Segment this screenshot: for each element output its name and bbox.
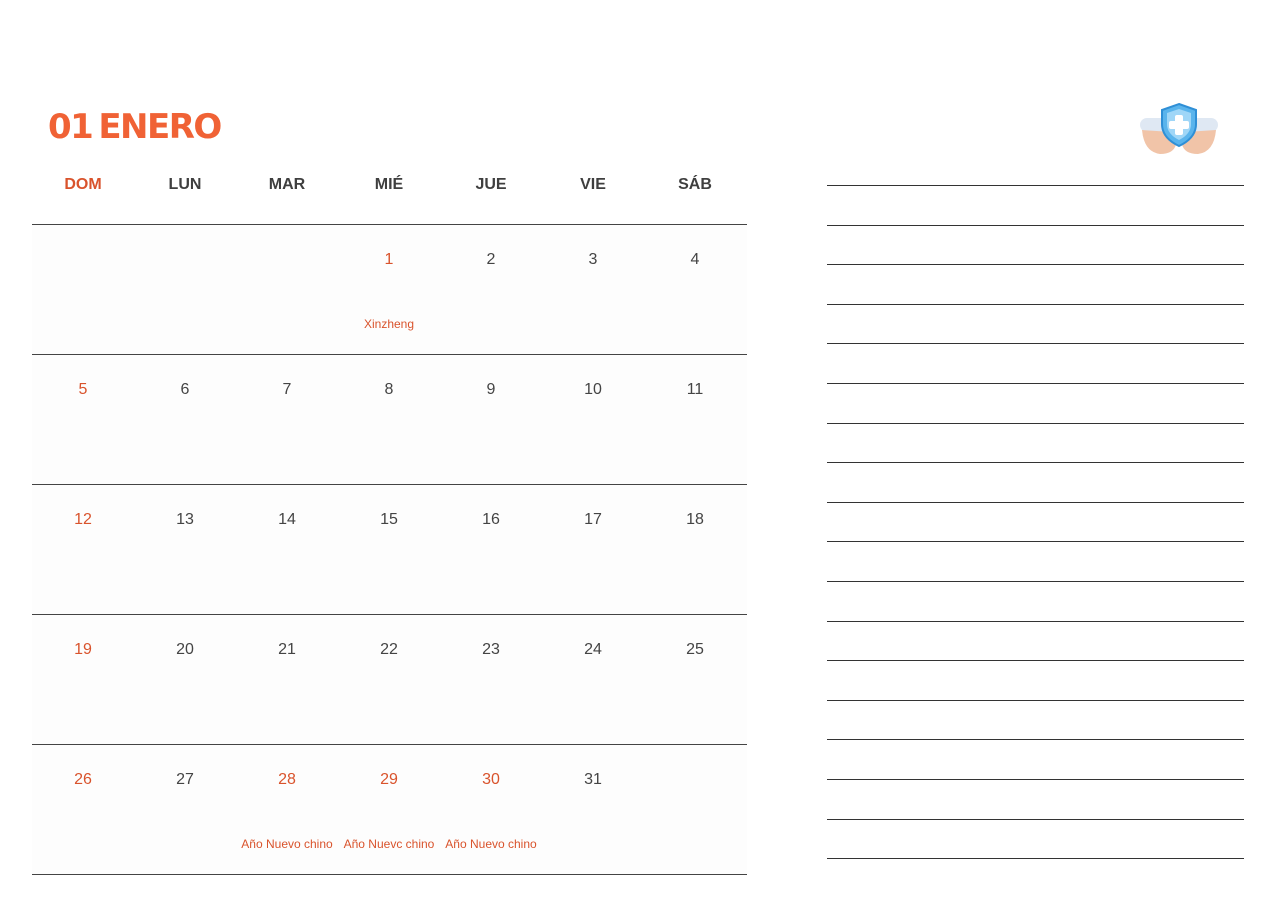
- notes-area: [827, 185, 1244, 859]
- day-cell: [440, 485, 542, 614]
- calendar-week: [32, 485, 747, 615]
- day-number: 20: [176, 641, 194, 658]
- day-cell: [338, 615, 440, 744]
- calendar-grid: [32, 225, 747, 875]
- holiday-note: Año Nuevo chino: [241, 837, 333, 851]
- day-cell: [32, 225, 134, 354]
- note-line: [827, 779, 1244, 819]
- day-cell: [440, 225, 542, 354]
- day-cell: [440, 615, 542, 744]
- day-cell: [542, 615, 644, 744]
- day-number: 8: [384, 381, 394, 398]
- day-cell: [134, 485, 236, 614]
- note-line: [827, 462, 1244, 502]
- day-cell: [236, 355, 338, 484]
- holiday-note: Xinzheng: [363, 317, 415, 331]
- note-line: [827, 581, 1244, 621]
- day-cell: [32, 615, 134, 744]
- day-cell: [542, 355, 644, 484]
- holiday-note: Año Nuevo chino: [445, 837, 537, 851]
- note-line: [827, 541, 1244, 581]
- day-number: 6: [180, 381, 190, 398]
- day-cell: [338, 745, 440, 874]
- day-number: 25: [686, 641, 704, 658]
- day-cell: [32, 355, 134, 484]
- day-number: 12: [74, 511, 92, 528]
- day-number: 13: [176, 511, 194, 528]
- calendar-week: [32, 225, 747, 355]
- day-cell: [440, 745, 542, 874]
- note-line: [827, 700, 1244, 740]
- day-cell: [440, 355, 542, 484]
- calendar-week: [32, 615, 747, 745]
- day-cell: [542, 745, 644, 874]
- day-number: 5: [78, 381, 88, 398]
- note-line: [827, 304, 1244, 344]
- day-number: 18: [686, 511, 704, 528]
- weekday-sun: DOM: [64, 176, 102, 193]
- month-number: 01: [48, 107, 93, 147]
- day-cell: [134, 355, 236, 484]
- day-cell: [644, 355, 746, 484]
- day-cell: [134, 225, 236, 354]
- day-cell: [542, 485, 644, 614]
- holiday-note: Año Nuevc chino: [343, 837, 435, 851]
- day-number: 30: [482, 771, 500, 788]
- day-number: 26: [74, 771, 92, 788]
- day-number: 1: [384, 251, 394, 268]
- day-cell: [32, 485, 134, 614]
- day-number: 2: [486, 251, 496, 268]
- note-line: [827, 383, 1244, 423]
- weekday-thu: JUE: [475, 176, 507, 193]
- day-number: 16: [482, 511, 500, 528]
- day-number: 14: [278, 511, 296, 528]
- day-cell: [236, 225, 338, 354]
- day-cell: [236, 745, 338, 874]
- day-number: 29: [380, 771, 398, 788]
- day-cell: [134, 745, 236, 874]
- day-number: 27: [176, 771, 194, 788]
- weekday-wed: MIÉ: [374, 176, 404, 193]
- day-number: 31: [584, 771, 602, 788]
- day-cell: [644, 225, 746, 354]
- calendar: [32, 160, 747, 875]
- day-number: 3: [588, 251, 598, 268]
- day-number: 28: [278, 771, 296, 788]
- day-cell: [338, 485, 440, 614]
- day-cell: [236, 615, 338, 744]
- note-line: [827, 343, 1244, 383]
- day-number: 21: [278, 641, 296, 658]
- day-number: 17: [584, 511, 602, 528]
- month-name: ENERO: [98, 107, 221, 147]
- day-number: 15: [380, 511, 398, 528]
- day-cell: [32, 745, 134, 874]
- day-cell: [542, 225, 644, 354]
- day-number: 24: [584, 641, 602, 658]
- day-number: 23: [482, 641, 500, 658]
- day-cell: [134, 615, 236, 744]
- weekday-sat: SÁB: [678, 176, 712, 193]
- weekday-mon: LUN: [168, 176, 202, 193]
- day-number: 7: [282, 381, 292, 398]
- note-line: [827, 264, 1244, 304]
- note-line: [827, 858, 1244, 859]
- day-cell: [644, 615, 746, 744]
- day-cell: [236, 485, 338, 614]
- day-cell: [644, 745, 746, 874]
- day-cell: [338, 355, 440, 484]
- weekday-header: [32, 160, 747, 224]
- calendar-week: [32, 355, 747, 485]
- weekday-fri: VIE: [580, 176, 606, 193]
- day-number: 22: [380, 641, 398, 658]
- calendar-week: [32, 745, 747, 875]
- weekday-tue: MAR: [268, 176, 306, 193]
- month-title: [48, 104, 221, 150]
- day-number: 10: [584, 381, 602, 398]
- note-line: [827, 819, 1244, 859]
- shield-medical-hands-icon: [1136, 100, 1222, 162]
- day-number: 9: [486, 381, 496, 398]
- day-number: 19: [74, 641, 92, 658]
- day-number: 4: [690, 251, 700, 268]
- note-line: [827, 621, 1244, 661]
- note-line: [827, 660, 1244, 700]
- day-cell: [338, 225, 440, 354]
- note-line: [827, 739, 1244, 779]
- note-line: [827, 225, 1244, 265]
- note-line: [827, 502, 1244, 542]
- note-line: [827, 185, 1244, 225]
- day-number: 11: [686, 381, 704, 398]
- day-cell: [644, 485, 746, 614]
- note-line: [827, 423, 1244, 463]
